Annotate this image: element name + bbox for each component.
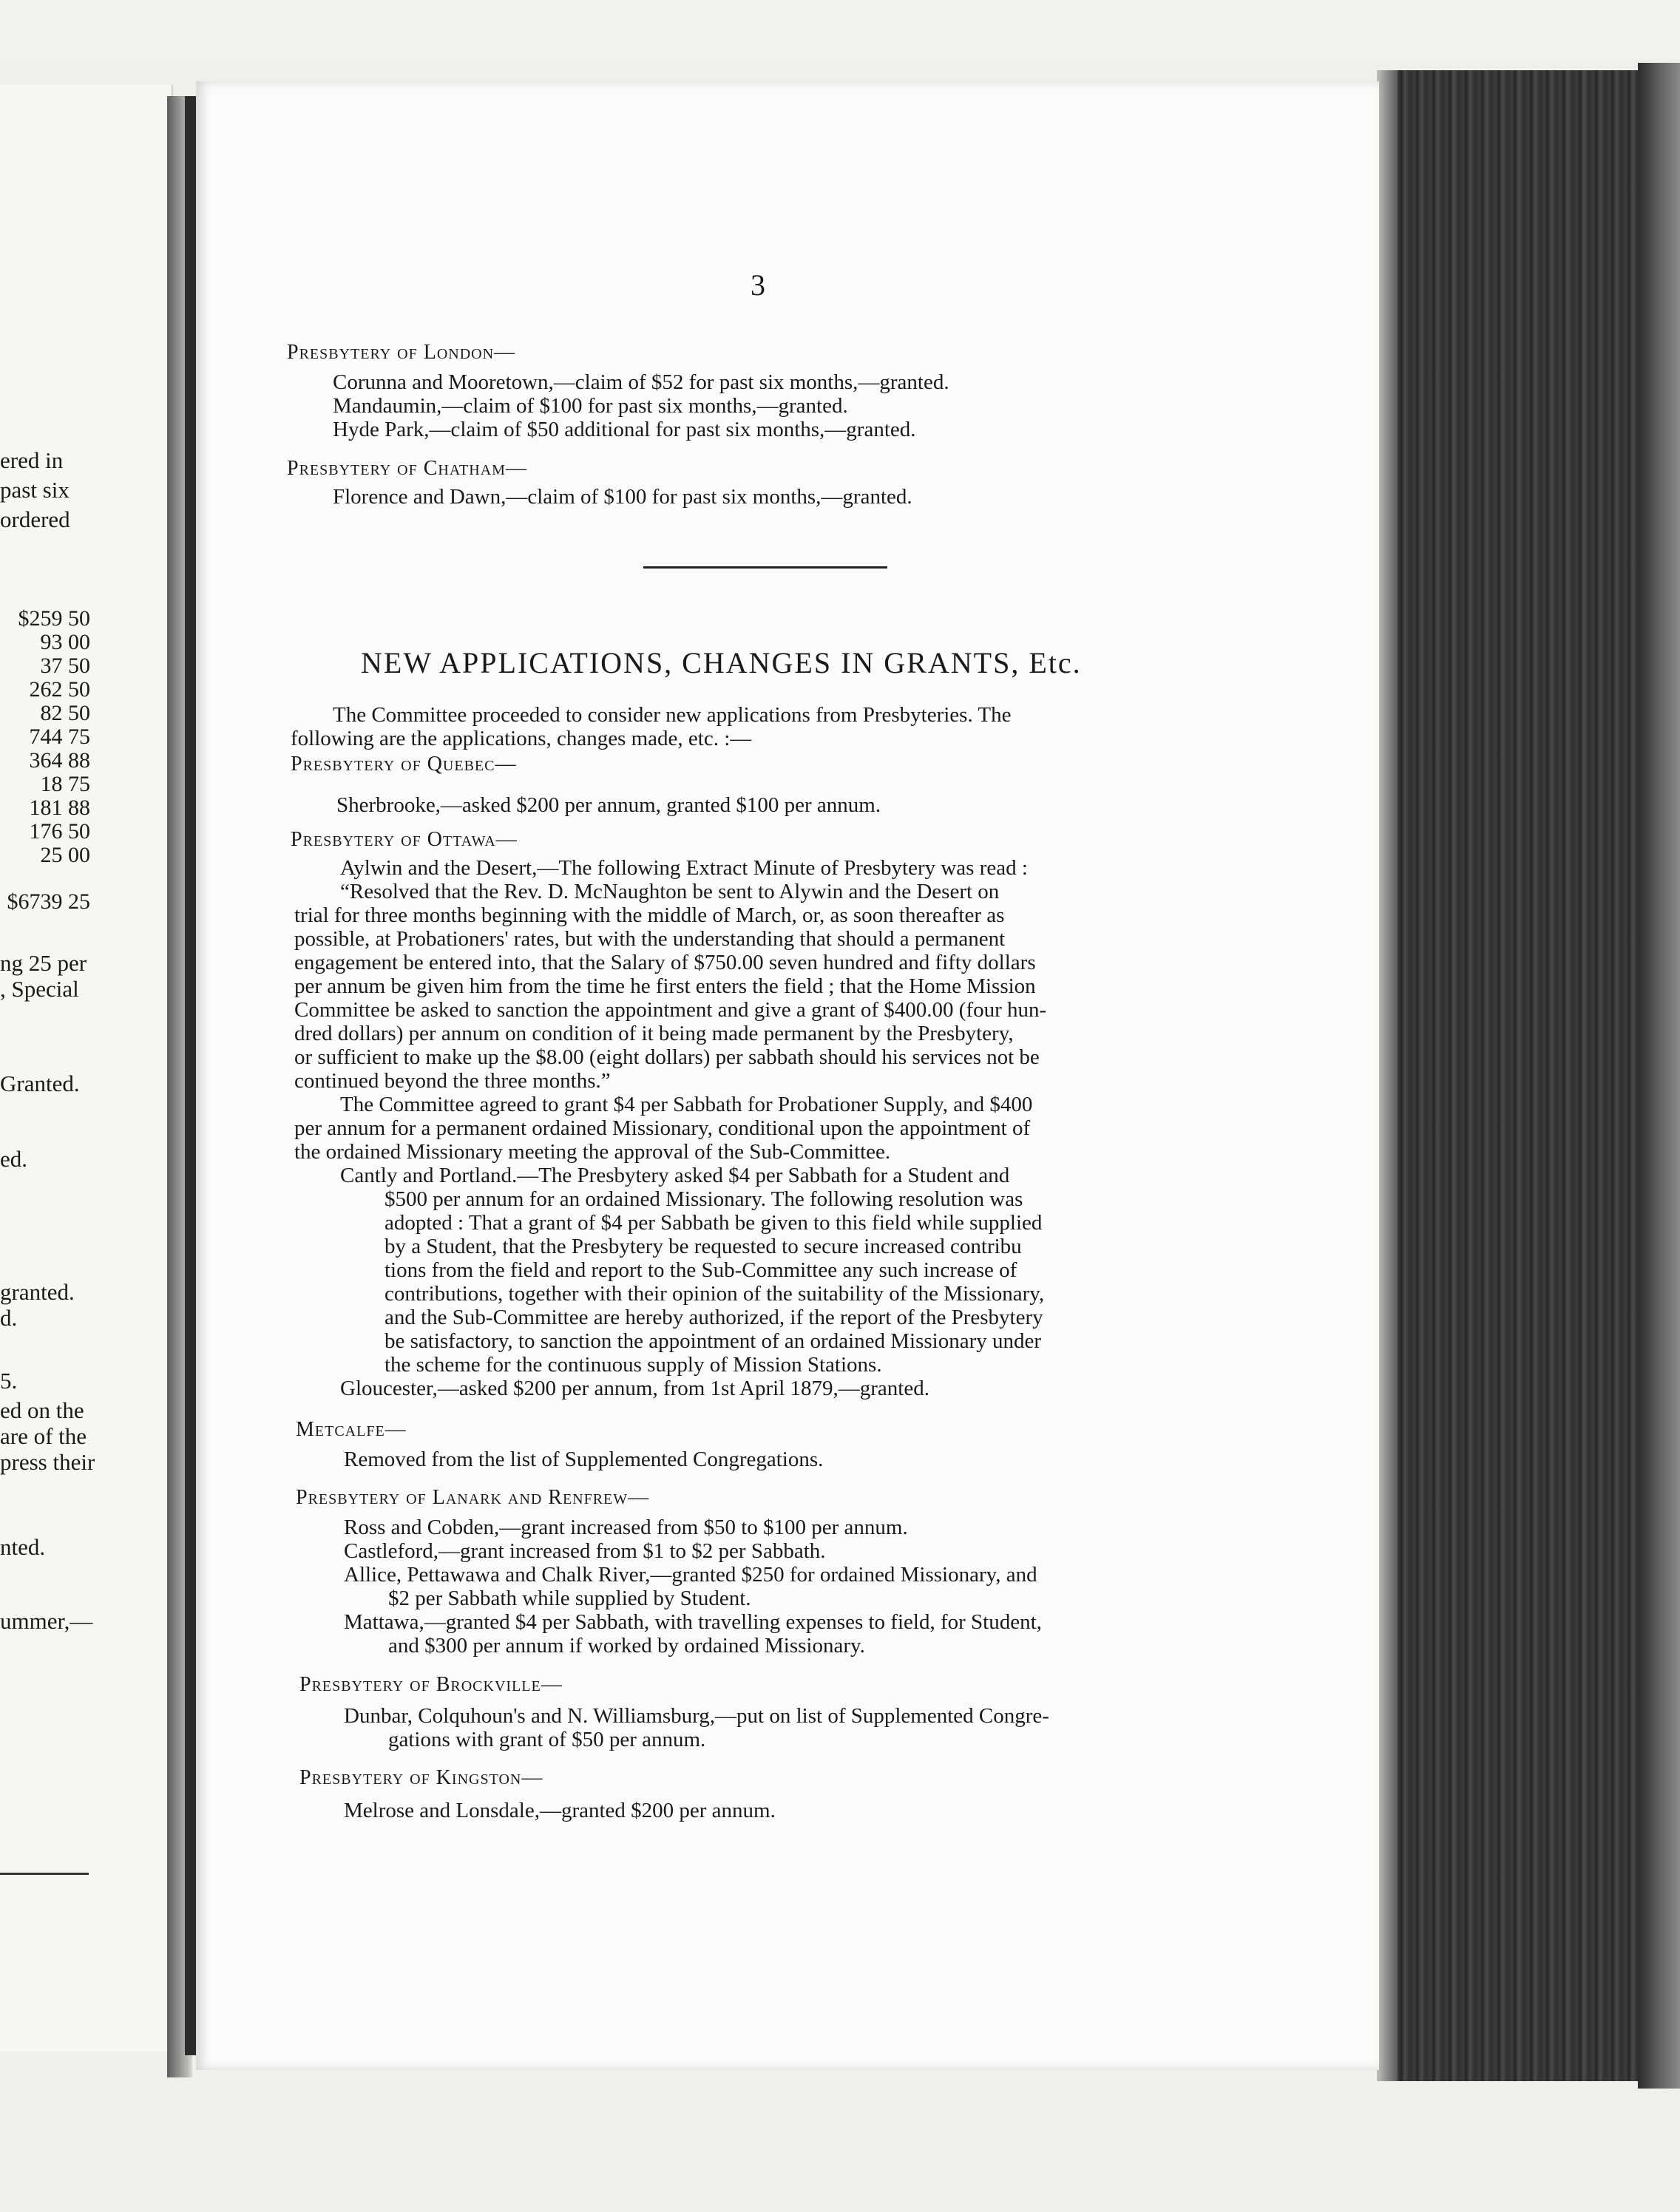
section-heading-london: Presbytery of London— (287, 341, 516, 364)
entry-line: per annum be given him from the time he first enters the field ; that the Home Mission (294, 974, 1036, 998)
left-amount: 37 50 (40, 654, 90, 678)
entry-line: by a Student, that the Presbytery be requested to secure increased contribu (385, 1235, 1022, 1258)
entry-line: Removed from the list of Supplemented Congregations. (344, 1448, 824, 1471)
entry-line: The Committee agreed to grant $4 per Sabbath for Probationer Supply, and $400 (340, 1093, 1033, 1116)
left-total: $6739 25 (7, 889, 90, 914)
book-cover-edge (1638, 63, 1680, 2089)
entry-line: “Resolved that the Rev. D. McNaughton be sent to Alywin and the Desert on (340, 880, 1000, 903)
entry-line: Florence and Dawn,—claim of $100 for past six months,—granted. (333, 485, 912, 509)
scan-background (0, 0, 1680, 59)
entry-line: and $300 per annum if worked by ordained Missionary. (388, 1634, 865, 1658)
left-text-fragment: Granted. (0, 1071, 80, 1096)
left-amount: 18 75 (40, 772, 90, 796)
left-amount: 176 50 (29, 819, 90, 844)
section-divider-rule (643, 566, 887, 569)
entry-line: possible, at Probationers' rates, but with the understanding that should a permanent (294, 927, 1006, 951)
section-heading-quebec: Presbytery of Quebec— (291, 753, 517, 776)
entry-line: $500 per annum for an ordained Missionary. The following resolution was (385, 1187, 1023, 1211)
section-heading-brockville: Presbytery of Brockville— (299, 1673, 563, 1696)
left-text-fragment: ummer,— (0, 1608, 93, 1634)
left-text-fragment: nted. (0, 1534, 46, 1560)
left-divider-rule (0, 1873, 89, 1875)
entry-line: Hyde Park,—claim of $50 additional for past six months,—granted. (333, 418, 916, 441)
intro-line: The Committee proceeded to consider new applications from Presbyteries. The (333, 703, 1012, 727)
entry-line: Sherbrooke,—asked $200 per annum, granted $100 per annum. (336, 793, 881, 817)
entry-line: engagement be entered into, that the Salary of $750.00 seven hundred and fifty dollars (294, 951, 1036, 974)
entry-line: Aylwin and the Desert,—The following Extract Minute of Presbytery was read : (340, 856, 1028, 880)
left-text-fragment: , Special (0, 976, 79, 1002)
section-heading-lanark: Presbytery of Lanark and Renfrew— (296, 1486, 650, 1509)
entry-line: trial for three months beginning with the middle of March, or, as soon thereafter as (294, 903, 1005, 927)
entry-line: Mandaumin,—claim of $100 for past six months,—granted. (333, 394, 848, 418)
entry-line: Cantly and Portland.—The Presbytery asked $4 per Sabbath for a Student and (340, 1164, 1010, 1187)
left-amount: 364 88 (29, 748, 90, 773)
entry-line: gations with grant of $50 per annum. (388, 1728, 706, 1751)
left-facing-page (0, 85, 173, 2052)
page-edges (1377, 70, 1680, 2081)
left-text-fragment: ered in (0, 447, 64, 473)
page-edge-shadow (1377, 70, 1398, 2081)
page-number: 3 (751, 268, 765, 302)
entry-line: Gloucester,—asked $200 per annum, from 1st April 1879,—granted. (340, 1377, 929, 1400)
section-heading-ottawa: Presbytery of Ottawa— (291, 828, 518, 851)
left-text-fragment: are of the (0, 1423, 87, 1449)
entry-line: dred dollars) per annum on condition of it being made permanent by the Presbytery, (294, 1022, 1014, 1045)
entry-line: Melrose and Lonsdale,—granted $200 per annum. (344, 1799, 776, 1822)
left-text-fragment: ed on the (0, 1397, 84, 1423)
entry-line: $2 per Sabbath while supplied by Student. (388, 1587, 751, 1610)
entry-line: Committee be asked to sanction the appointment and give a grant of $400.00 (four hun- (294, 998, 1047, 1022)
left-amount: $259 50 (18, 606, 90, 631)
left-text-fragment: ng 25 per (0, 950, 87, 976)
entry-line: adopted : That a grant of $4 per Sabbath be given to this field while supplied (385, 1211, 1043, 1235)
entry-line: Corunna and Mooretown,—claim of $52 for past six months,—granted. (333, 370, 949, 394)
section-heading-kingston: Presbytery of Kingston— (299, 1766, 543, 1789)
left-text-fragment: ordered (0, 506, 70, 532)
entry-line: contributions, together with their opinion of the suitability of the Missionary, (385, 1282, 1045, 1306)
left-text-fragment: past six (0, 477, 70, 503)
entry-line: Dunbar, Colquhoun's and N. Williamsburg,—put on list of Supplemented Congre- (344, 1704, 1049, 1728)
left-text-fragment: 5. (0, 1368, 18, 1394)
entry-line: Castleford,—grant increased from $1 to $2 per Sabbath. (344, 1539, 826, 1563)
entry-line: be satisfactory, to sanction the appointment of an ordained Missionary under (385, 1329, 1042, 1353)
left-text-fragment: press their (0, 1449, 95, 1475)
section-heading-metcalfe: Metcalfe— (296, 1418, 407, 1441)
entry-line: Mattawa,—granted $4 per Sabbath, with travelling expenses to field, for Student, (344, 1610, 1042, 1634)
left-text-fragment: granted. (0, 1279, 75, 1305)
entry-line: continued beyond the three months.” (294, 1069, 611, 1093)
left-amount: 262 50 (29, 677, 90, 702)
entry-line: and the Sub-Committee are hereby authorized, if the report of the Presbytery (385, 1306, 1043, 1329)
left-text-fragment: ed. (0, 1146, 28, 1172)
entry-line: or sufficient to make up the $8.00 (eight dollars) per sabbath should his services not be (294, 1045, 1040, 1069)
left-amount: 93 00 (40, 630, 90, 654)
entry-line: tions from the field and report to the Sub-Committee any such increase of (385, 1258, 1017, 1282)
intro-line: following are the applications, changes made, etc. :— (291, 727, 752, 750)
left-amount: 181 88 (29, 795, 90, 820)
left-amount: 744 75 (29, 725, 90, 749)
entry-line: the scheme for the continuous supply of Mission Stations. (385, 1353, 882, 1377)
section-heading-chatham: Presbytery of Chatham— (287, 457, 527, 480)
left-amount: 25 00 (40, 843, 90, 867)
left-amount: 82 50 (40, 701, 90, 725)
entry-line: Allice, Pettawawa and Chalk River,—granted $250 for ordained Missionary, and (344, 1563, 1037, 1587)
section-title: NEW APPLICATIONS, CHANGES IN GRANTS, Etc. (361, 646, 1082, 679)
entry-line: per annum for a permanent ordained Missionary, conditional upon the appointment of (294, 1116, 1031, 1140)
entry-line: Ross and Cobden,—grant increased from $50 to $100 per annum. (344, 1516, 908, 1539)
entry-line: the ordained Missionary meeting the approval of the Sub-Committee. (294, 1140, 891, 1164)
left-text-fragment: d. (0, 1305, 18, 1331)
